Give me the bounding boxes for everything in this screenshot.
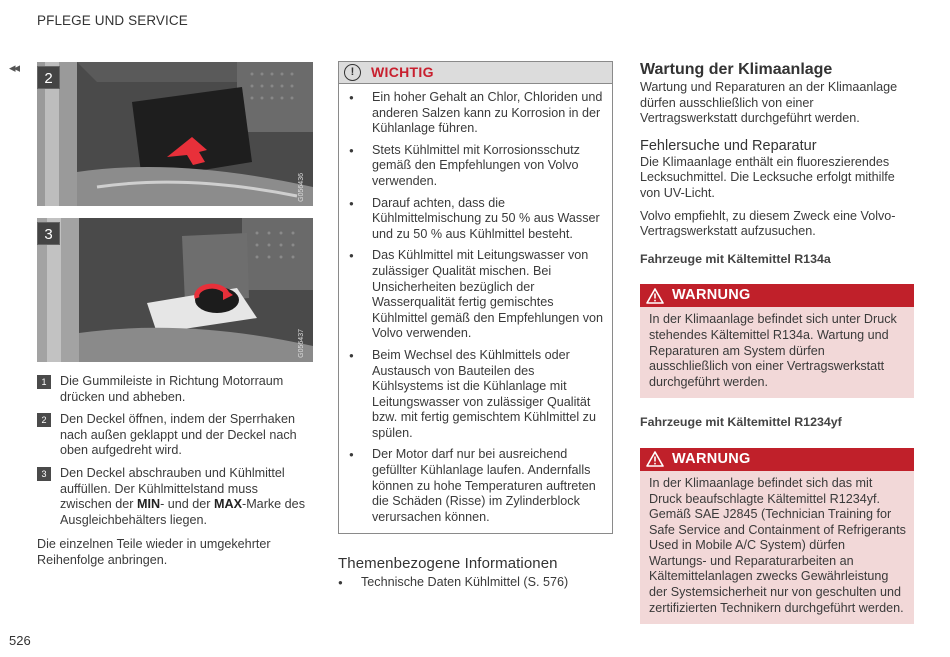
- step-item: [37, 412, 313, 459]
- important-list: [339, 84, 612, 533]
- list-item: [349, 90, 604, 137]
- exclamation-icon: !: [344, 64, 361, 81]
- step-list: [37, 374, 313, 528]
- subsection-title: Fehlersuche und Reparatur: [640, 137, 817, 154]
- closing-text: Die einzelnen Teile wieder in umgekehrter Reihenfolge anbringen.: [37, 537, 271, 567]
- section-intro: Wartung und Reparaturen an der Klimaanlage dürfen ausschließlich von einer Vertragswerkstatt durchgeführt werden.: [640, 80, 898, 126]
- important-header: [339, 62, 612, 84]
- figure-code: G056436: [298, 173, 306, 202]
- paragraph: Volvo empfiehlt, zu diesem Zweck eine Volvo-Vertragswerkstatt aufzusuchen.: [640, 208, 896, 239]
- bullet-icon: ●: [349, 198, 354, 208]
- list-item: [349, 248, 604, 342]
- back-arrows-icon[interactable]: ◂◂: [9, 60, 19, 75]
- related-link[interactable]: [338, 575, 613, 591]
- vehicles-heading: Fahrzeuge mit Kältemittel R134a: [640, 251, 831, 266]
- figure-badge: 2: [37, 66, 60, 89]
- warning-triangle-icon: [646, 288, 664, 304]
- important-box: [338, 61, 613, 534]
- figure-badge: 3: [37, 222, 60, 245]
- step-text-part: - und der: [160, 497, 214, 512]
- step-text: Den Deckel öffnen, indem der Sperrhaken nach außen geklappt und der Deckel nach oben aufgedreht wird.: [60, 412, 297, 458]
- step-item: [37, 466, 313, 528]
- warning-box: [640, 448, 914, 624]
- paragraph: Die Klimaanlage enthält ein fluoreszierendes Lecksuchmittel. Die Lecksuche erfolgt mithilfe von UV-Licht.: [640, 154, 895, 200]
- engine-bay-illustration: [37, 62, 313, 206]
- page-header: PFLEGE UND SERVICE: [37, 13, 188, 28]
- vehicles-heading: Fahrzeuge mit Kältemittel R1234yf: [640, 415, 842, 430]
- list-item: [349, 196, 604, 243]
- figure-code: G056437: [298, 329, 306, 358]
- warning-header: [640, 448, 914, 471]
- min-mark: MIN: [137, 497, 161, 512]
- step-text: Die Gummileiste in Richtung Motorraum drücken und abheben.: [60, 374, 284, 404]
- warning-text: In der Klimaanlage befindet sich das mit Druck beaufschlagte Kältemittel R1234yf. Gemäß SAE J2845 (Technician Training for Safe Service and Containment of Refrigerants Used in Mobile A/C System) dürfen Wartungs- und Reparaturarbeiten an Kältemittelanlagen zwecks Gewährleistung der Systemsicherheit nur von geschulten und zertifizierten Technikern durchgeführt werden.: [649, 475, 906, 615]
- related-title: Themenbezogene Informationen: [338, 555, 558, 573]
- list-item-text: Darauf achten, dass die Kühlmittelmischung zu 50 % aus Wasser und zu 50 % aus Kühlmittel besteht.: [372, 195, 600, 241]
- list-item: [349, 447, 604, 525]
- max-mark: MAX: [214, 497, 242, 512]
- step-text: [60, 466, 313, 528]
- step-number: 2: [37, 413, 51, 427]
- warning-triangle-icon: [646, 451, 664, 467]
- related-info: [338, 556, 613, 590]
- list-item: [349, 143, 604, 190]
- warning-title: WARNUNG: [672, 287, 751, 304]
- important-column: [338, 61, 613, 591]
- list-item-text: Stets Kühlmittel mit Korrosionsschutz gemäß den Empfehlungen von Volvo verwenden.: [372, 142, 580, 188]
- important-title: WICHTIG: [371, 63, 434, 80]
- warning-title: WARNUNG: [672, 450, 751, 467]
- page-number: 526: [9, 633, 31, 648]
- figure-step-3: [37, 218, 313, 362]
- warning-box: [640, 284, 914, 398]
- list-item-text: Beim Wechsel des Kühlmittels oder Austausch von Bauteilen des Kühlsystems ist die Kühlanlage mit Leitungswasser von zulässiger Qualität bzw. mit fertig gemischtem Kühlmittel zu spülen.: [372, 347, 596, 440]
- related-link-text[interactable]: Technische Daten Kühlmittel (S. 576): [361, 575, 569, 590]
- coolant-tank-illustration: [37, 218, 313, 362]
- aircon-column: [640, 60, 914, 624]
- bullet-icon: ●: [349, 450, 354, 460]
- bullet-icon: ●: [349, 93, 354, 102]
- bullet-icon: ●: [338, 578, 343, 588]
- step-text-part: Den Deckel abschrauben und Kühlmittel auffüllen. Der Kühlmittelstand muss zwischen der: [60, 465, 285, 512]
- figure-step-2: [37, 62, 313, 206]
- warning-text: In der Klimaanlage befindet sich unter Druck stehendes Kältemittel R134a. Wartung und Reparaturen am System dürfen ausschließlich von einer Vertragswerkstatt durchgeführt werden.: [649, 312, 897, 389]
- bullet-icon: ●: [349, 350, 354, 360]
- step-item: [37, 374, 313, 405]
- step-text-part: -Marke des Ausgleichbehälters liegen.: [60, 497, 305, 527]
- section-title: Wartung der Klimaanlage: [640, 61, 833, 78]
- step-number: 3: [37, 467, 51, 481]
- step-number: 1: [37, 375, 51, 389]
- list-item-text: Ein hoher Gehalt an Chlor, Chloriden und anderen Salzen kann zu Korrosion in der Kühlanlage führen.: [372, 90, 603, 136]
- bullet-icon: ●: [349, 251, 354, 261]
- bullet-icon: ●: [349, 145, 354, 155]
- list-item: [349, 348, 604, 442]
- list-item-text: Das Kühlmittel mit Leitungswasser von zulässiger Qualität mischen. Bei Unsicherheiten bezüglich der Wasserqualität fertig gemischtes Kühlmittel gemäß den Empfehlungen von Volvo verwenden.: [372, 248, 604, 341]
- warning-header: [640, 284, 914, 307]
- list-item-text: Der Motor darf nur bei ausreichend gefüllter Kühlanlage laufen. Andernfalls können zu hohe Temperaturen auftreten die Schäden (Risse) im Zylinderblock verursachen können.: [372, 447, 596, 524]
- instructions-column: [37, 62, 313, 569]
